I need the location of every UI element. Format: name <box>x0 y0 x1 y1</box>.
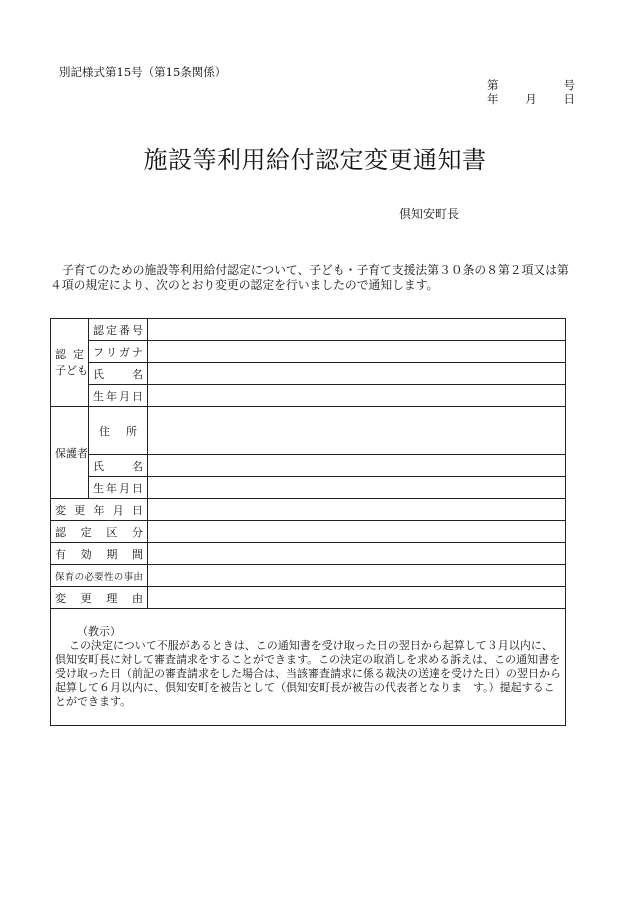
guardian-row-name <box>51 455 566 477</box>
child-birthdate-field[interactable] <box>148 385 566 407</box>
child-row-birthdate <box>51 385 566 407</box>
date-month: 月 <box>525 92 537 106</box>
child-row-furigana <box>51 341 566 363</box>
child-name-field[interactable] <box>148 363 566 385</box>
child-group-label <box>51 319 89 407</box>
valid-period-field[interactable] <box>148 543 566 565</box>
row-change-date <box>51 499 566 521</box>
row-change-reason <box>51 587 566 609</box>
change-date-field[interactable] <box>148 499 566 521</box>
child-birthdate-label: 生 年 月 日 <box>89 385 148 407</box>
document-title: 施設等利用給付認定変更通知書 <box>143 146 487 174</box>
issue-date-row <box>487 92 575 106</box>
guardian-address-field[interactable] <box>148 407 566 455</box>
guardian-birthdate-field[interactable] <box>148 477 566 499</box>
furigana-label: フ リ ガ ナ <box>89 341 148 363</box>
intro-paragraph: 子育てのための施設等利用給付認定について、子ども・子育て支援法第３０条の８第２項又は第４項の規定により、次のとおり変更の認定を行いましたので通知します。 <box>50 263 569 292</box>
reference-block <box>487 78 575 106</box>
child-row-cert-number <box>51 319 566 341</box>
change-reason-field[interactable] <box>148 587 566 609</box>
cert-number-field[interactable] <box>148 319 566 341</box>
change-reason-label: 変 更 理 由 <box>51 587 148 609</box>
guardian-name-field[interactable] <box>148 455 566 477</box>
cert-number-label: 認 定 番 号 <box>89 319 148 341</box>
child-group-line2: 子 ど も <box>55 363 88 377</box>
guardian-row-address <box>51 407 566 455</box>
guardian-address-label: 住 所 <box>89 407 148 455</box>
guardian-birthdate-label: 生 年 月 日 <box>89 477 148 499</box>
guardian-group-label: 保 護 者 <box>51 407 89 499</box>
child-name-label: 氏 名 <box>89 363 148 385</box>
child-row-name <box>51 363 566 385</box>
issuer-name: 倶知安町長 <box>399 207 460 221</box>
child-group-line1: 認 定 <box>55 347 84 361</box>
ref-number-prefix: 第 <box>487 78 499 92</box>
notice-body: この決定について不服があるときは、この通知書を受け取った日の翌日から起算して３月以内に、倶知安町長に対して審査請求をすることができます。この決定の取消しを求める訴えは、この通知書を受け取った日（前記の審査請求をした場合は、当該審査請求に係る裁決の送達を受けた日）の翌日から起算して６月以内に、倶知安町を被告として（倶知安町長が被告の代表者となりま す。）提起することができます。 <box>55 639 561 708</box>
child-furigana-field[interactable] <box>148 341 566 363</box>
cert-category-field[interactable] <box>148 521 566 543</box>
valid-period-label: 有 効 期 間 <box>51 543 148 565</box>
childcare-reason-label: 保 育 の 必 要 性 の 事 由 <box>51 565 148 587</box>
reference-number-row <box>487 78 575 92</box>
date-year: 年 <box>487 92 499 106</box>
row-cert-category <box>51 521 566 543</box>
row-childcare-reason <box>51 565 566 587</box>
guardian-row-birthdate <box>51 477 566 499</box>
childcare-reason-field[interactable] <box>148 565 566 587</box>
appeal-notice <box>51 609 566 726</box>
row-notice <box>51 609 566 726</box>
certification-form-table <box>50 318 566 726</box>
guardian-name-label: 氏 名 <box>89 455 148 477</box>
row-valid-period <box>51 543 566 565</box>
form-number: 別記様式第15号（第15条関係） <box>59 65 227 79</box>
ref-number-suffix: 号 <box>563 78 575 92</box>
cert-category-label: 認 定 区 分 <box>51 521 148 543</box>
notice-heading: （教示） <box>77 625 121 638</box>
change-date-label: 変 更 年 月 日 <box>51 499 148 521</box>
date-day: 日 <box>563 92 575 106</box>
